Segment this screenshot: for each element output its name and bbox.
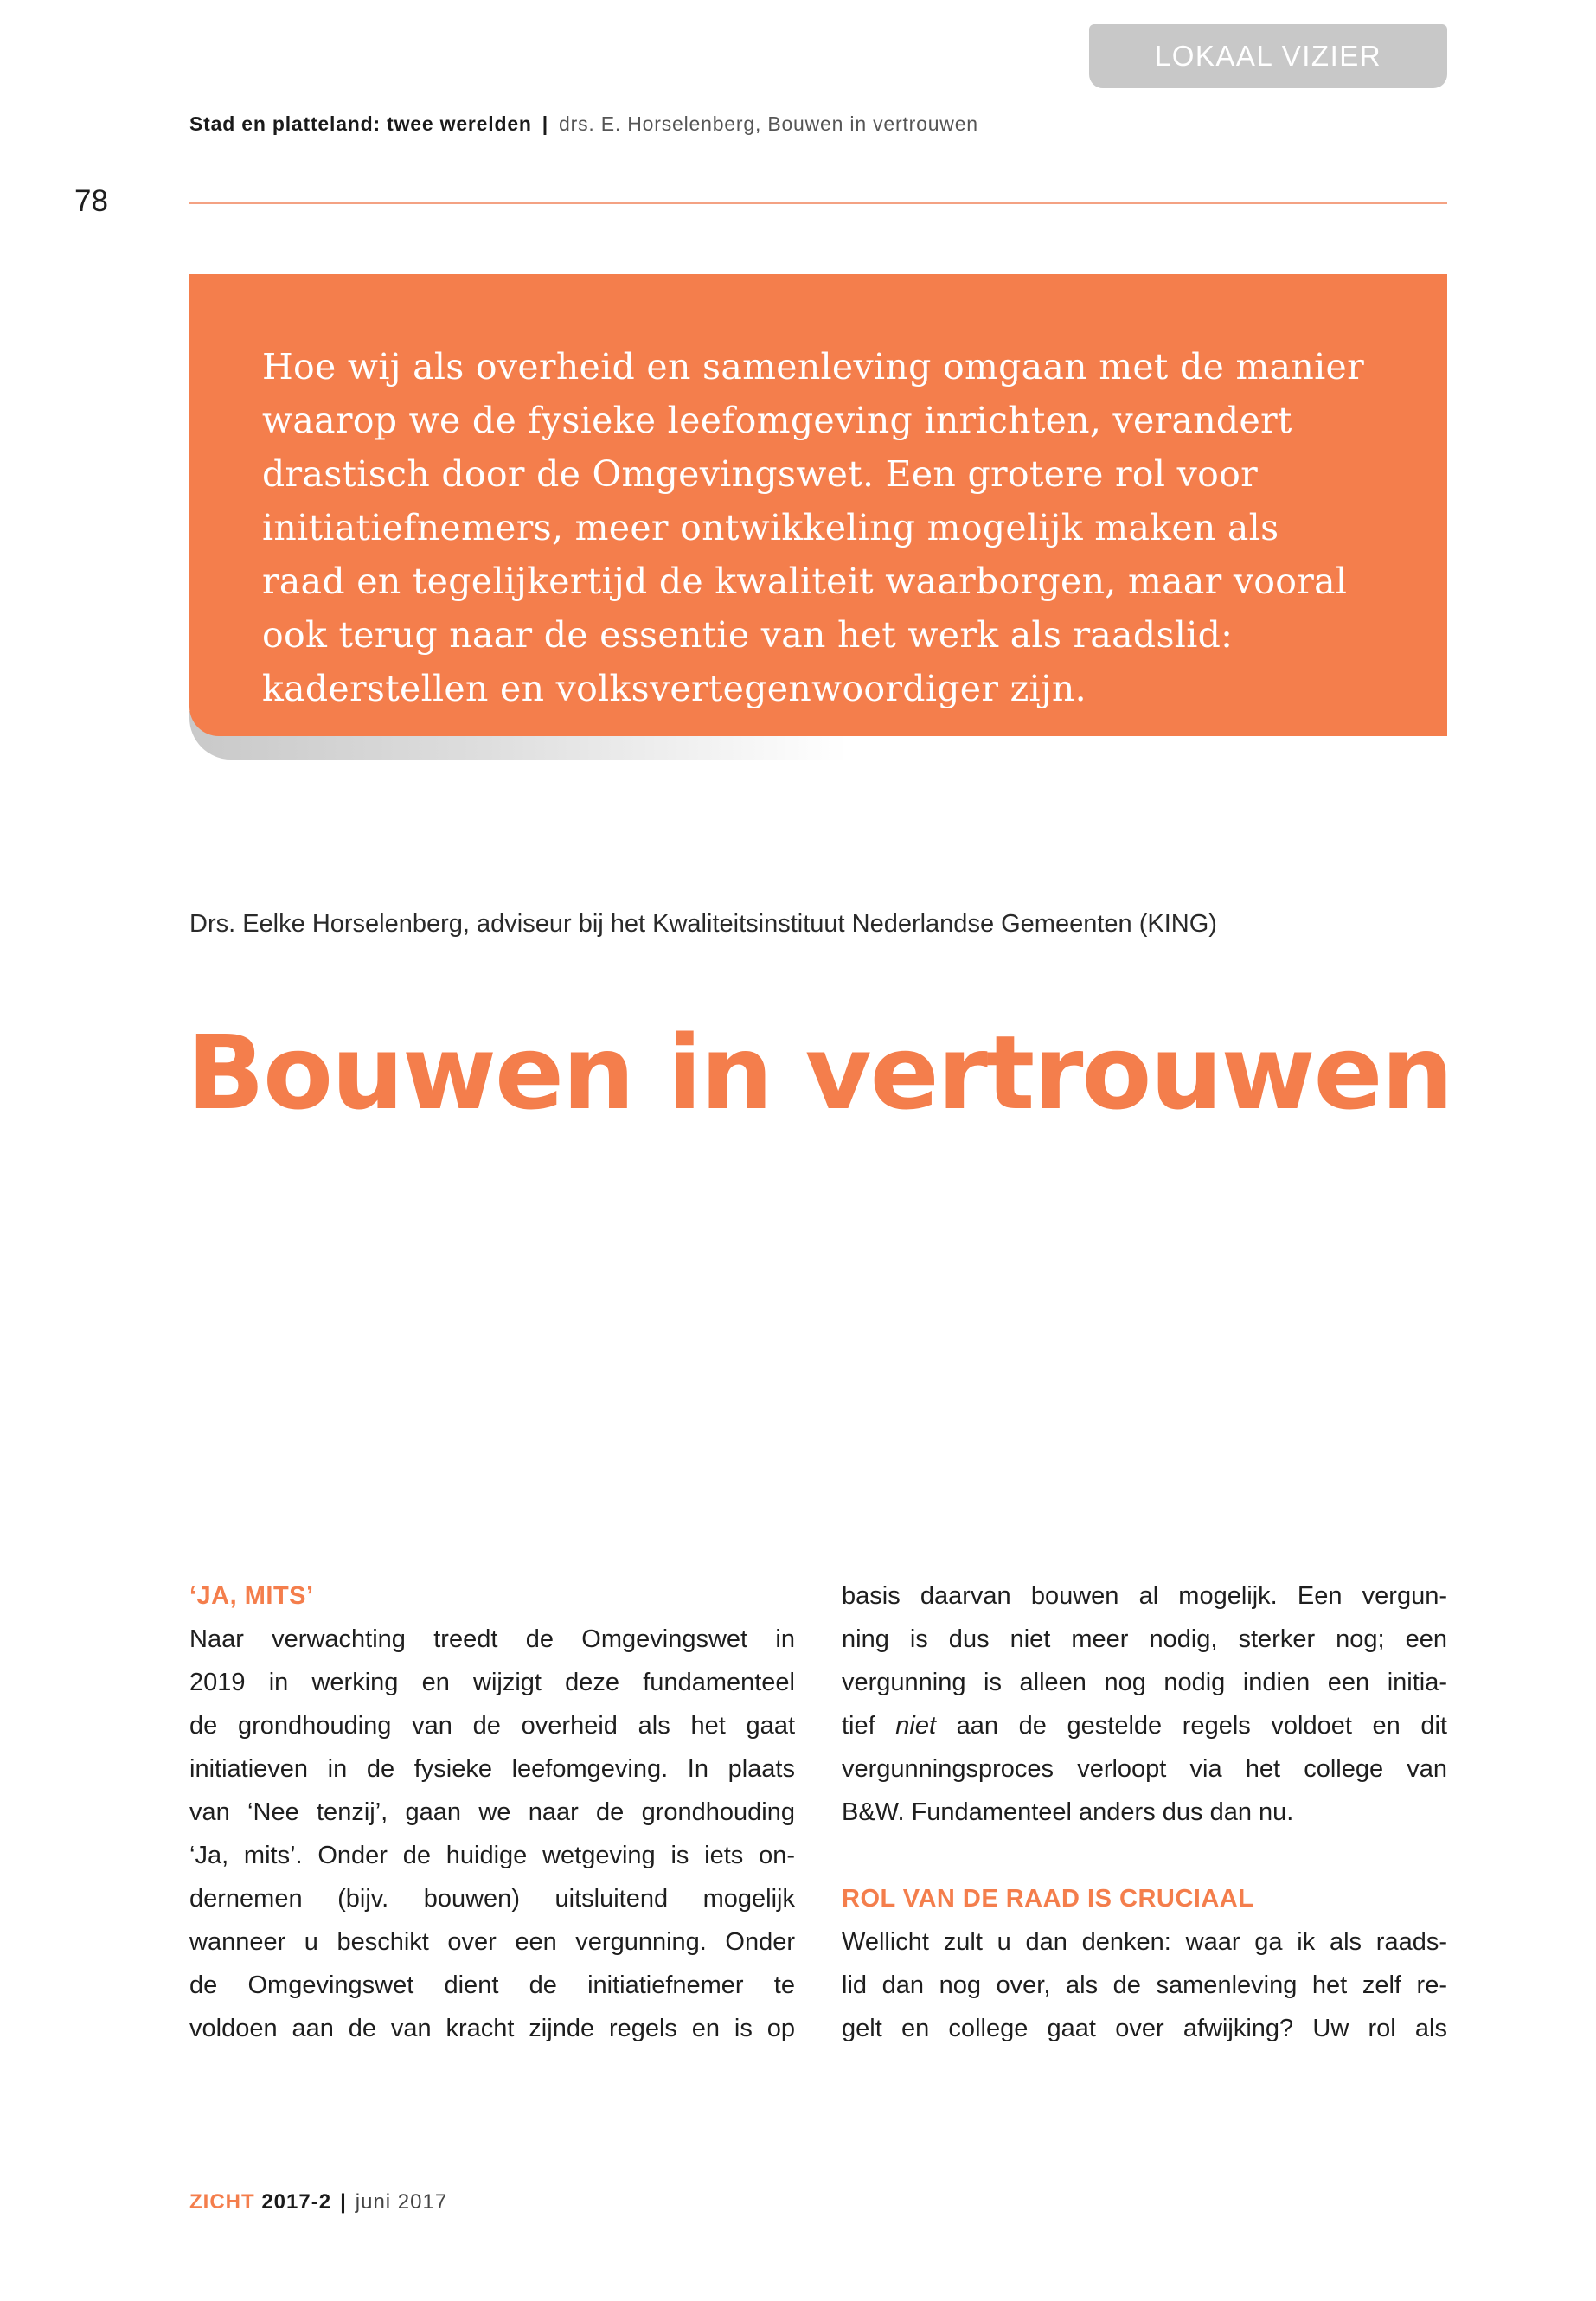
body-line: 2019 in werking en wijzigt deze fundamenteel xyxy=(189,1669,795,1696)
intro-line: waarop we de fysieke leefomgeving inrichten, verandert xyxy=(262,400,1292,441)
emphasis-text: niet xyxy=(895,1712,937,1740)
right-column xyxy=(842,1574,1447,2050)
body-line: vergunningsproces verloopt via het college van xyxy=(842,1755,1447,1783)
body-line: B&W. Fundamenteel anders dus dan nu. xyxy=(842,1798,1294,1826)
body-line: wanneer u beschikt over een vergunning. Onder xyxy=(189,1928,795,1956)
running-head xyxy=(189,112,978,136)
body-line: de grondhouding van de overheid als het gaat xyxy=(189,1712,795,1740)
issue-date: juni 2017 xyxy=(355,2190,448,2214)
footer-separator: | xyxy=(340,2190,347,2214)
section-heading-ja-mits: ‘JA, MITS’ xyxy=(189,1582,314,1610)
body-line: lid dan nog over, als de samenleving het zelf re- xyxy=(842,1971,1447,1999)
article-reference: drs. E. Horselenberg, Bouwen in vertrouwen xyxy=(559,112,978,135)
body-line: dernemen (bijv. bouwen) uitsluitend mogelijk xyxy=(189,1885,795,1913)
author-byline: Drs. Eelke Horselenberg, adviseur bij het Kwaliteitsinstituut Nederlandse Gemeenten (KING) xyxy=(189,910,1217,938)
body-line: ‘Ja, mits’. Onder de huidige wetgeving is iets on- xyxy=(189,1842,795,1869)
body-line: de Omgevingswet dient de initiatiefnemer te xyxy=(189,1971,795,1999)
magazine-issue: 2017-2 xyxy=(261,2190,332,2214)
body-line: voldoen aan de van kracht zijnde regels en is op xyxy=(189,2015,795,2042)
body-line: ning is dus niet meer nodig, sterker nog; een xyxy=(842,1625,1447,1653)
body-line: initiatieven in de fysieke leefomgeving. In plaats xyxy=(189,1755,795,1783)
intro-text xyxy=(262,340,1413,715)
body-line: Wellicht zult u dan denken: waar ga ik als raads- xyxy=(842,1928,1447,1956)
body-line: van ‘Nee tenzij’, gaan we naar de grondhouding xyxy=(189,1798,795,1826)
running-head-separator: | xyxy=(542,112,549,135)
intro-line: initiatiefnemers, meer ontwikkeling mogelijk maken als xyxy=(262,507,1279,548)
paragraph-spacer xyxy=(842,1834,1447,1877)
body-line: basis daarvan bouwen al mogelijk. Een vergun- xyxy=(842,1582,1447,1610)
intro-line: Hoe wij als overheid en samenleving omgaan met de manier xyxy=(262,346,1364,388)
page-number: 78 xyxy=(74,184,108,218)
magazine-brand: ZICHT xyxy=(189,2190,255,2214)
body-line: Naar verwachting treedt de Omgevingswet in xyxy=(189,1625,795,1653)
series-title: Stad en platteland: twee werelden xyxy=(189,112,532,135)
intro-callout xyxy=(189,274,1447,736)
section-tab-label: LOKAAL VIZIER xyxy=(1154,40,1382,72)
intro-line: drastisch door de Omgevingswet. Een grotere rol voor xyxy=(262,453,1258,495)
article-title: Bouwen in vertrouwen xyxy=(187,1013,1452,1132)
intro-line: ook terug naar de essentie van het werk als raadslid: xyxy=(262,614,1234,656)
section-tab xyxy=(1089,24,1447,88)
left-column xyxy=(189,1574,795,2050)
intro-line: raad en tegelijkertijd de kwaliteit waarborgen, maar vooral xyxy=(262,561,1348,602)
body-text: aan de gestelde regels voldoet en dit xyxy=(936,1712,1447,1740)
body-line-with-emphasis xyxy=(842,1704,1447,1747)
page-footer xyxy=(189,2190,447,2214)
intro-line: kaderstellen en volksvertegenwoordiger zijn. xyxy=(262,668,1086,709)
body-text: tief xyxy=(842,1712,896,1740)
body-line: gelt en college gaat over afwijking? Uw rol als xyxy=(842,2015,1447,2042)
header-divider xyxy=(189,202,1447,204)
body-line: vergunning is alleen nog nodig indien een initia- xyxy=(842,1669,1447,1696)
section-heading-rol-van-de-raad: ROL VAN DE RAAD IS CRUCIAAL xyxy=(842,1885,1254,1913)
